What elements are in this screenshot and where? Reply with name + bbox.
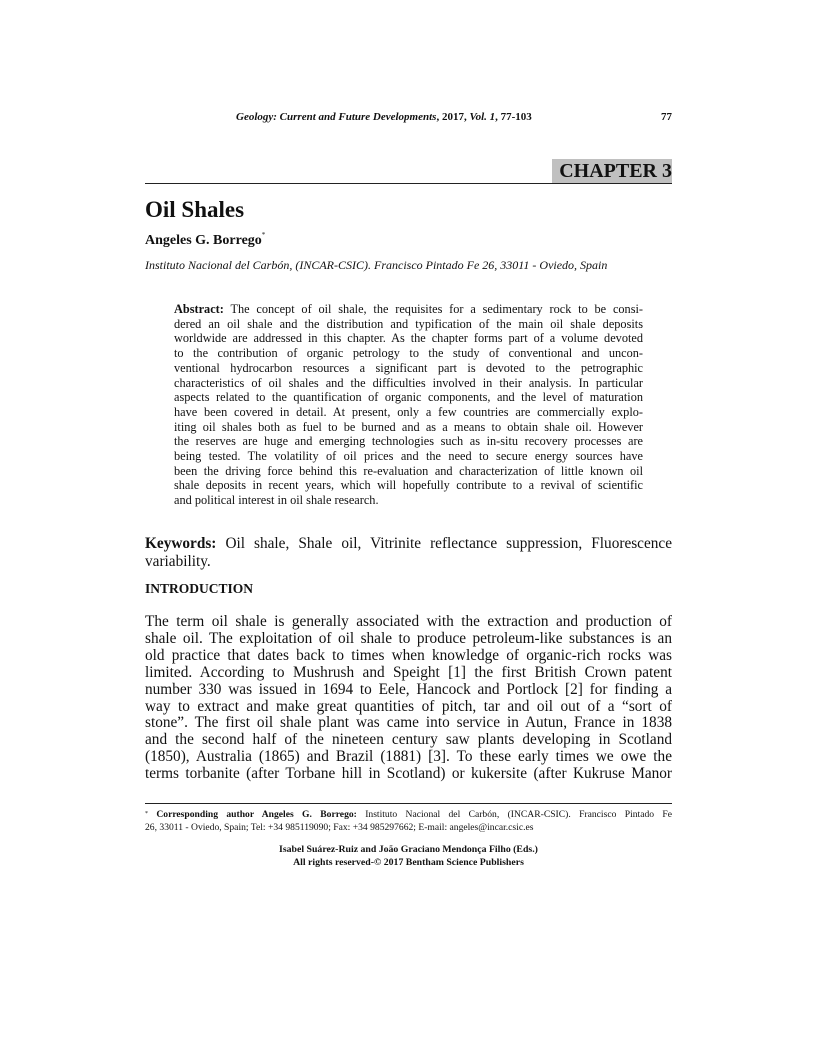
section-heading: INTRODUCTION: [145, 581, 254, 596]
keywords-line: Keywords: Oil shale, Shale oil, Vitrinite reflectance suppression, Fluorescence: [145, 535, 672, 552]
abstract-line: dered an oil shale and the distribution and typification of the main oil shale deposits: [174, 316, 643, 331]
introduction-line: limited. According to Mushrush and Speight [1] the first British Crown patent: [145, 663, 672, 681]
abstract-line: worldwide are addressed in this chapter. As the chapter forms part of a volume devoted: [174, 331, 643, 346]
abstract-line: shale deposits in recent years, which will hopefully contribute to a revival of scientific: [174, 478, 643, 493]
journal-year: , 2017,: [436, 111, 470, 123]
abstract-line: have been covered in detail. At present, only a few countries are commercially explo-: [174, 404, 643, 419]
copyright: All rights reserved-© 2017 Bentham Science Publishers: [293, 857, 524, 868]
page-number: 77: [661, 111, 672, 123]
author: [145, 233, 265, 249]
keywords: [145, 535, 672, 571]
footnote-label: Corresponding author Angeles G. Borrego:: [156, 809, 357, 820]
introduction-line: shale oil. The exploitation of oil shale to produce petroleum-like substances is an: [145, 629, 672, 647]
abstract-line: to the contribution of organic petrology to the study of conventional and uncon-: [174, 346, 643, 361]
abstract-line: the reserves are huge and emerging technologies such as in-situ recovery processes are: [174, 434, 643, 449]
header-rule: [145, 183, 672, 184]
introduction-line: way to extract and make great quantities of pitch, tar and oil out of a “sort of: [145, 697, 672, 715]
abstract-line: and political interest in oil shale research.: [174, 493, 379, 508]
abstract-line: ventional hydrocarbon resources a significant part is devoted to the petrographic: [174, 360, 643, 375]
introduction-line: number 330 was issued in 1694 to Eele, Hancock and Portlock [2] for finding a: [145, 680, 672, 698]
journal-pages: , 77-103: [495, 111, 532, 123]
chapter-label: CHAPTER 3: [552, 159, 672, 183]
footnote-line: * Corresponding author Angeles G. Borrego: Instituto Nacional del Carbón, (INCAR-CSIC). Francisco Pintado Fe: [145, 809, 672, 820]
abstract-line: being tested. The volatility of oil prices and the need to secure energy sources have: [174, 449, 643, 464]
editors: Isabel Suárez-Ruiz and João Graciano Mendonça Filho (Eds.): [279, 844, 538, 855]
footnote-rule: [145, 803, 672, 804]
abstract-line: iting oil shales both as fuel to be burned and as a means to obtain shale oil. However: [174, 419, 643, 434]
running-header: [236, 111, 532, 123]
abstract-label: Abstract:: [174, 302, 224, 316]
introduction-line: terms torbanite (after Torbane hill in Scotland) or kukersite (after Kukruse Manor: [145, 765, 672, 783]
introduction-line: (1850), Australia (1865) and Brazil (1881) [3]. To these early times we owe the: [145, 748, 672, 766]
journal-volume: Vol. 1: [469, 111, 496, 123]
journal-name: Geology: Current and Future Developments: [236, 111, 437, 123]
affiliation: Instituto Nacional del Carbón, (INCAR-CSIC). Francisco Pintado Fe 26, 33011 - Oviedo, Spain: [145, 258, 608, 272]
introduction-line: stone”. The first oil shale plant was came into service in Autun, France in 1838: [145, 714, 672, 732]
abstract-line: aspects related to the quantification of organic components, and the level of maturation: [174, 390, 643, 405]
footnote-mark: *: [261, 231, 266, 239]
author-name: Angeles G. Borrego: [145, 233, 262, 248]
footnote: [145, 808, 672, 834]
keywords-label: Keywords:: [145, 535, 217, 552]
abstract-line: been the driving force behind this re-evaluation and characterization of little known oil: [174, 463, 643, 478]
footnote-line: 26, 33011 - Oviedo, Spain; Tel: +34 985119090; Fax: +34 985297662; E-mail: angeles@incar.csic.es: [145, 822, 534, 833]
abstract-line: characteristics of oil shales and the difficulties involved in their analysis. In particular: [174, 375, 643, 390]
abstract-line: Abstract: The concept of oil shale, the requisites for a sedimentary rock to be consi-: [174, 302, 643, 316]
publisher-block: [145, 843, 672, 869]
keywords-line: variability.: [145, 553, 211, 570]
introduction-line: The term oil shale is generally associated with the extraction and production of: [145, 613, 672, 630]
introduction-body: [145, 614, 672, 783]
chapter-title: Oil Shales: [145, 197, 245, 222]
introduction-line: and the second half of the nineteen century saw plants developing in Scotland: [145, 731, 672, 749]
abstract: [174, 302, 643, 508]
introduction-line: old practice that dates back to times when knowledge of organic-rich rocks was: [145, 646, 672, 664]
